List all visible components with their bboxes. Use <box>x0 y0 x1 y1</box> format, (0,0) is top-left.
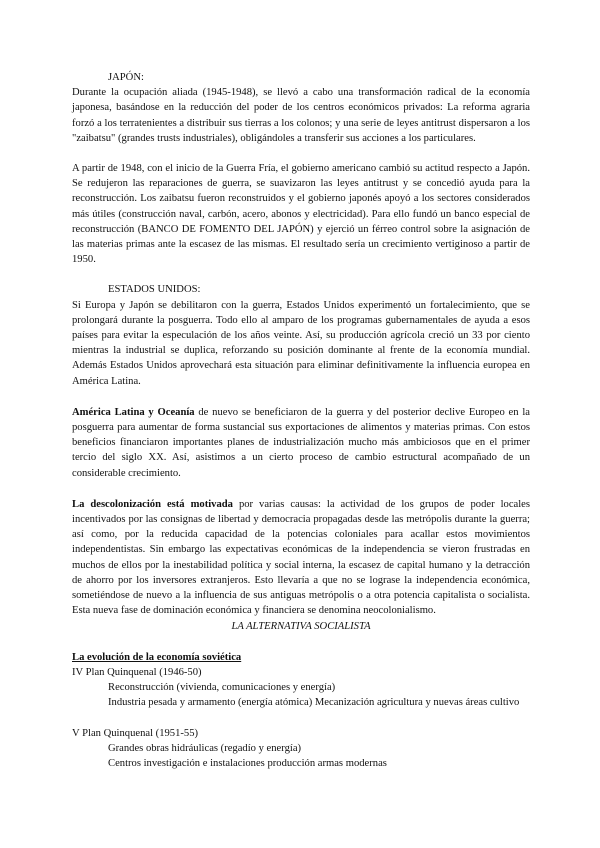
eeuu-heading: ESTADOS UNIDOS: <box>108 284 201 296</box>
descolonizacion-paragraph <box>72 497 530 619</box>
descolonizacion-text: por varias causas: la actividad de los grupos de poder locales incentivados por las consignas de libertad y democracia propagadas desde las metrópolis durante la guerra; así como, por la reducida capacidad de la potencias coloniales para acallar estos movimientos independentistas. Sin embargo las expectativas económicas de la independencia se vieron frustradas en muchos de ellos por la inestabilidad política y social interna, la escasez de capital humano y la detracción de ahorro por los inversores extranjeros. Esto llevaría a que no se lograse la independencia económica, sometiéndose de nuevo a la influencia de sus antiguas metrópolis o a otra potencia capitalista o socialista. Esta nueva fase de dominación económica y financiera se denomina neocolonialismo. <box>72 498 530 617</box>
japon-heading: JAPÓN: <box>108 72 144 83</box>
descolonizacion-lead: La descolonización está motivada <box>72 498 233 510</box>
eeuu-paragraph: Si Europa y Japón se debilitaron con la guerra, Estados Unidos experimentó un fortalecimiento, que se prolongará durante la posguerra. Todo ello al amparo de los programas gubernamentales de ayuda a esos países para evitar la especulación de los años veinte. Así, su producción agrícola creció un 33 por ciento mientras la industrial se duplica, reforzando su posición dominante al frente de la economía mundial. Además Estados Unidos aprovechará esta situación para eliminar definitivamente la influencia europea en América Latina. <box>72 299 530 387</box>
america-paragraph <box>72 405 530 481</box>
america-text: de nuevo se beneficiaron de la guerra y del posterior declive Europeo en la posguerra para aumentar de forma sustancial sus exportaciones de alimentos y materias primas. Con estos beneficios financiaron importantes planes de industrialización mucho más ambiciosos que en el primer tercio del siglo XX. Así, asistimos a un cierto proceso de cambio estructural acompañado de un considerable crecimiento. <box>72 406 530 479</box>
socialista-title: LA ALTERNATIVA SOCIALISTA <box>231 620 371 632</box>
plan5-item-1: Grandes obras hidráulicas (regadío y energía) <box>108 742 302 754</box>
document-page <box>72 70 530 771</box>
plan5-title: V Plan Quinquenal (1951-55) <box>72 727 199 739</box>
japon-paragraph-1: Durante la ocupación aliada (1945-1948), se llevó a cabo una transformación radical de la economía japonesa, basándose en la reducción del poder de los centros económicos privados: La reforma agraria forzó a los terratenientes a distribuir sus tierras a los colonos; y una serie de leyes antitrust dispersaron a los "zaibatsu" (grandes trusts industriales), obligándoles a transferir sus acciones a los particulares. <box>72 87 530 144</box>
socialista-subtitle: La evolución de la economía soviética <box>72 651 242 663</box>
plan5-item-2: Centros investigación e instalaciones producción armas modernas <box>108 757 387 769</box>
plan4-item-1: Reconstrucción (vivienda, comunicaciones y energía) <box>108 682 336 694</box>
america-lead: América Latina y Oceanía <box>72 406 195 418</box>
plan4-item-2: Industria pesada y armamento (energía atómica) Mecanización agricultura y nuevas áreas cultivo <box>108 697 520 709</box>
plan4-title: IV Plan Quinquenal (1946-50) <box>72 666 202 678</box>
japon-paragraph-2: A partir de 1948, con el inicio de la Guerra Fría, el gobierno americano cambió su actitud respecto a Japón. Se redujeron las reparaciones de guerra, se suavizaron las leyes antitrust y se concedió ayuda para la reconstrucción. Los zaibatsu fueron reconstruidos y el gobierno japonés apoyó a los sectores considerados más útiles (construcción naval, carbón, acero, abonos y electricidad). Para ello fundó un banco especial de reconstrucción (BANCO DE FOMENTO DEL JAPÓN) y ejerció un férreo control sobre la asignación de las materias primas ante la escasez de las mismas. El resultado sería un crecimiento vertiginoso a partir de 1950. <box>72 163 530 266</box>
